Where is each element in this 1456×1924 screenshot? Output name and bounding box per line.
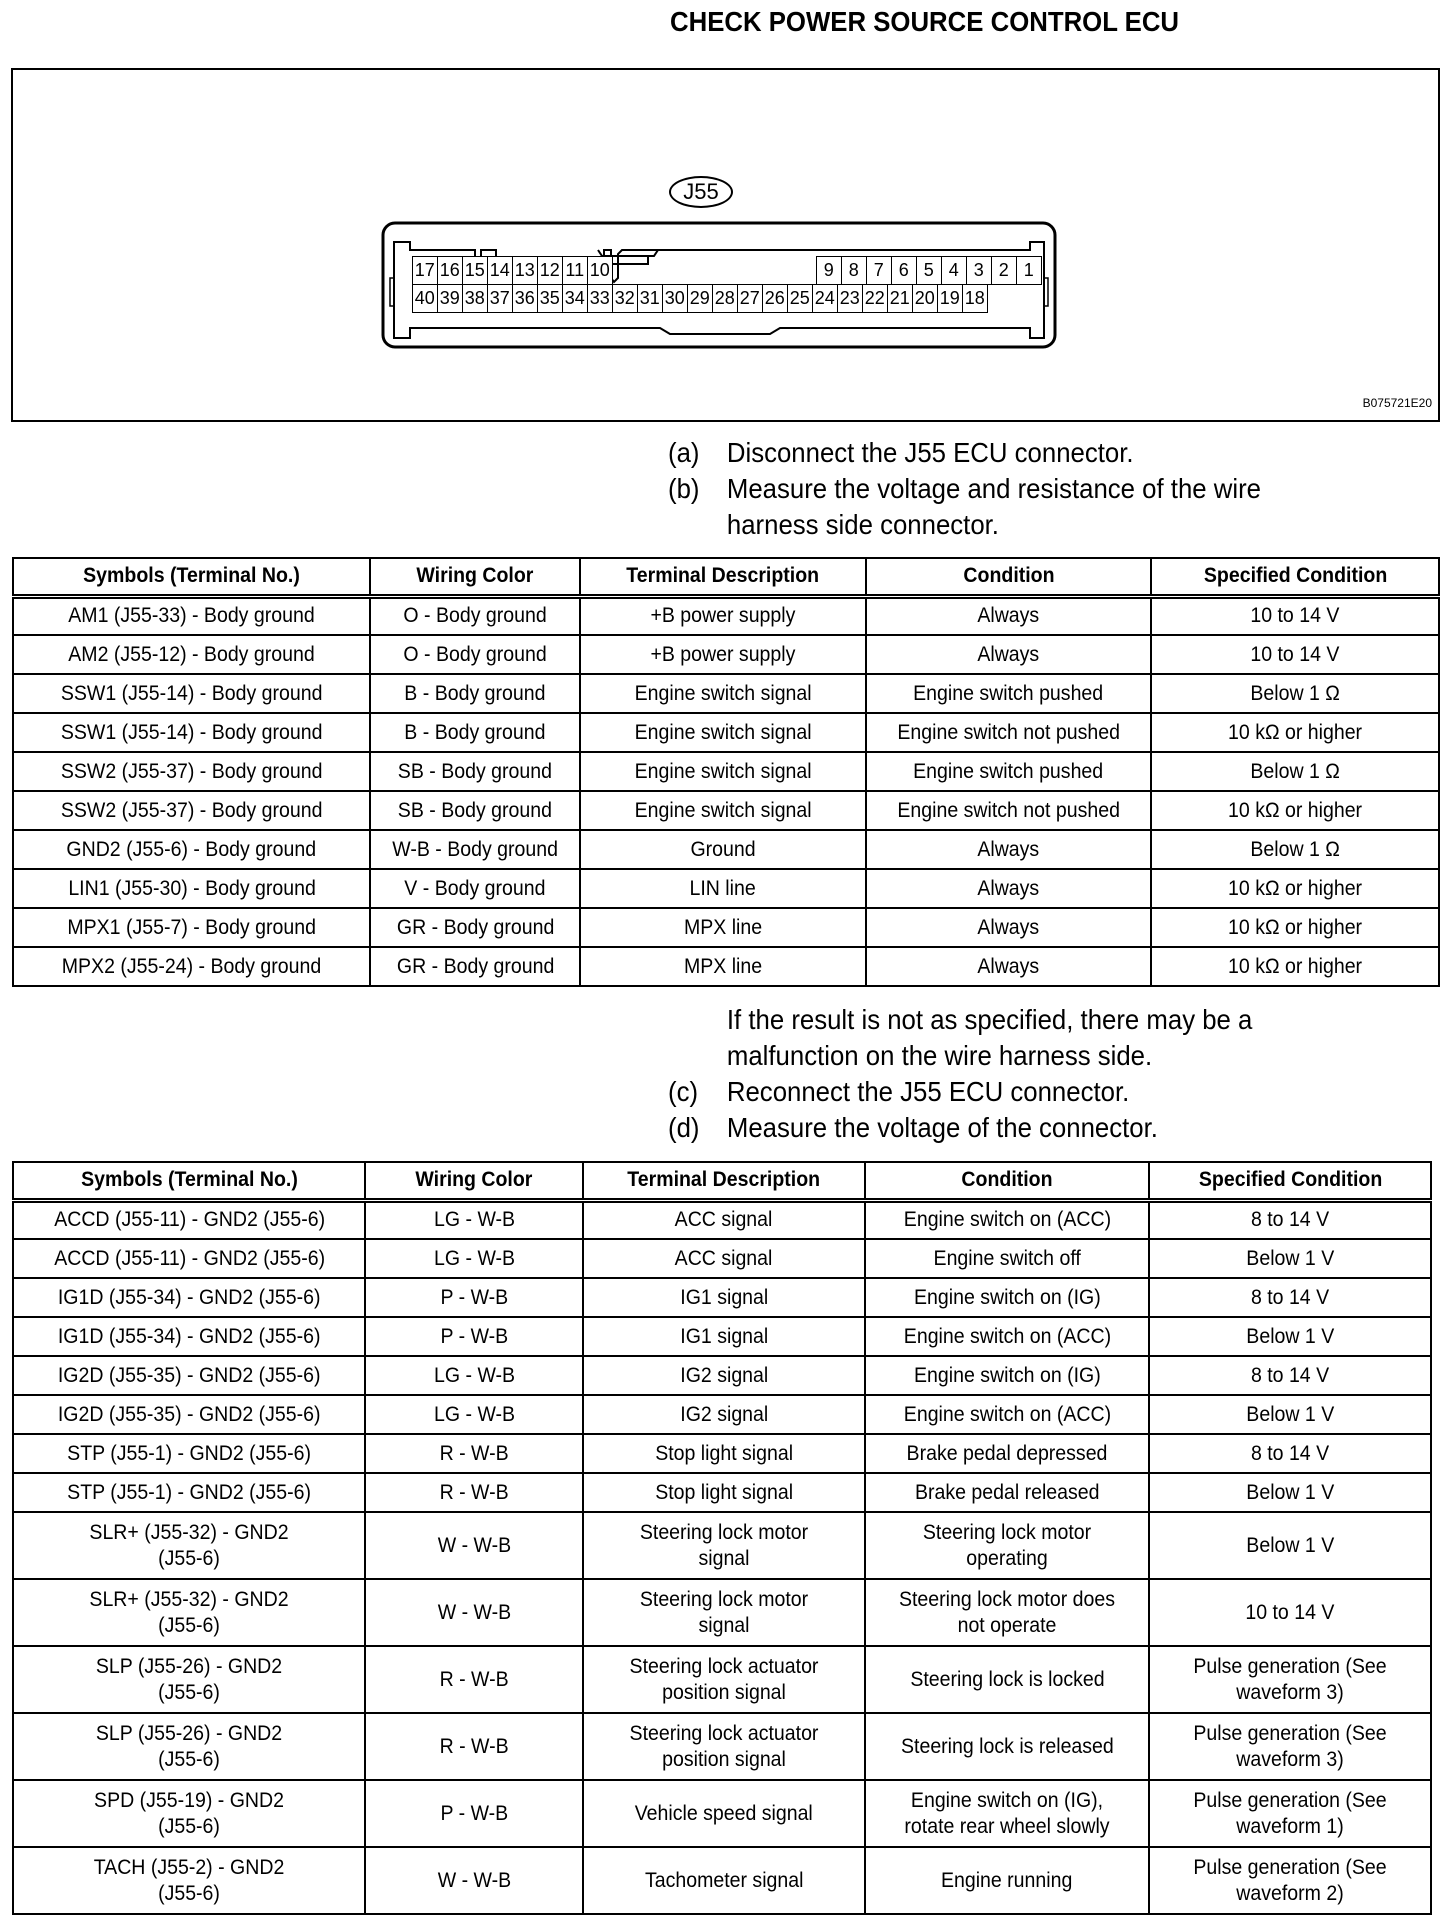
table-row: [13, 1646, 1431, 1713]
pin: 17: [412, 256, 439, 286]
cell-specified-condition: 10 kΩ or higher: [1151, 869, 1439, 908]
pin: 29: [687, 284, 714, 314]
table-row: [13, 1473, 1431, 1512]
cell-terminal-description: Vehicle speed signal: [583, 1780, 865, 1847]
table-header-row: [13, 1162, 1431, 1200]
cell-symbols: SLP (J55-26) - GND2 (J55-6): [13, 1713, 365, 1780]
cell-condition: Brake pedal released: [865, 1473, 1150, 1512]
cell-symbols: IG1D (J55-34) - GND2 (J55-6): [13, 1317, 365, 1356]
pin: 5: [916, 256, 943, 286]
table-row: [13, 1200, 1431, 1239]
table-row: [13, 1317, 1431, 1356]
cell-wiring-color: P - W-B: [365, 1780, 583, 1847]
cell-wiring-color: P - W-B: [365, 1278, 583, 1317]
cell-specified-condition: Below 1 Ω: [1151, 830, 1439, 869]
cell-specified-condition: Below 1 Ω: [1151, 674, 1439, 713]
cell-terminal-description: Engine switch signal: [580, 713, 866, 752]
cell-terminal-description: IG1 signal: [583, 1278, 865, 1317]
pin-row-top: [413, 257, 1042, 285]
pin: 33: [587, 284, 614, 314]
cell-condition: Always: [866, 947, 1152, 986]
cell-symbols: TACH (J55-2) - GND2 (J55-6): [13, 1847, 365, 1914]
cell-symbols: SSW2 (J55-37) - Body ground: [13, 791, 370, 830]
result-note-line-1: If the result is not as specified, there may be a: [726, 1004, 1253, 1035]
pin: 10: [587, 256, 614, 286]
table-row: [13, 791, 1439, 830]
cell-symbols: GND2 (J55-6) - Body ground: [13, 830, 370, 869]
pin: 35: [537, 284, 564, 314]
header-symbols: Symbols (Terminal No.): [13, 558, 370, 596]
cell-specified-condition: 10 kΩ or higher: [1151, 947, 1439, 986]
cell-condition: Engine switch not pushed: [866, 791, 1152, 830]
cell-terminal-description: ACC signal: [583, 1200, 865, 1239]
cell-symbols: MPX2 (J55-24) - Body ground: [13, 947, 370, 986]
header-specified-condition: Specified Condition: [1149, 1162, 1431, 1200]
pin: 40: [412, 284, 439, 314]
harness-side-spec-table: [12, 557, 1440, 987]
pin: 16: [437, 256, 464, 286]
cell-specified-condition: Below 1 V: [1149, 1239, 1431, 1278]
cell-condition: Engine switch on (IG): [865, 1278, 1150, 1317]
cell-terminal-description: +B power supply: [580, 635, 866, 674]
table-row: [13, 713, 1439, 752]
cell-condition: Engine switch off: [865, 1239, 1150, 1278]
connector-label: J55: [669, 176, 733, 208]
cell-symbols: STP (J55-1) - GND2 (J55-6): [13, 1473, 365, 1512]
pin: 15: [462, 256, 489, 286]
cell-wiring-color: GR - Body ground: [370, 908, 580, 947]
cell-symbols: IG2D (J55-35) - GND2 (J55-6): [13, 1395, 365, 1434]
cell-symbols: AM1 (J55-33) - Body ground: [13, 596, 370, 635]
table-row: [13, 947, 1439, 986]
cell-symbols: SLP (J55-26) - GND2 (J55-6): [13, 1646, 365, 1713]
pin: 37: [487, 284, 514, 314]
cell-specified-condition: Below 1 V: [1149, 1512, 1431, 1579]
cell-terminal-description: Engine switch signal: [580, 752, 866, 791]
cell-condition: Steering lock motor operating: [865, 1512, 1150, 1579]
header-specified-condition: Specified Condition: [1151, 558, 1439, 596]
cell-condition: Engine running: [865, 1847, 1150, 1914]
header-symbols: Symbols (Terminal No.): [13, 1162, 365, 1200]
cell-terminal-description: Steering lock actuator position signal: [583, 1713, 865, 1780]
cell-symbols: MPX1 (J55-7) - Body ground: [13, 908, 370, 947]
step-b-continued: harness side connector.: [726, 509, 999, 540]
cell-symbols: SSW1 (J55-14) - Body ground: [13, 713, 370, 752]
cell-specified-condition: Pulse generation (See waveform 1): [1149, 1780, 1431, 1847]
cell-specified-condition: Below 1 V: [1149, 1395, 1431, 1434]
cell-symbols: SSW1 (J55-14) - Body ground: [13, 674, 370, 713]
pin: 24: [812, 284, 839, 314]
table-row: [13, 1713, 1431, 1780]
cell-specified-condition: 10 to 14 V: [1149, 1579, 1431, 1646]
cell-wiring-color: R - W-B: [365, 1646, 583, 1713]
pin: 19: [937, 284, 964, 314]
pin: 1: [1016, 256, 1043, 286]
cell-specified-condition: 8 to 14 V: [1149, 1278, 1431, 1317]
cell-condition: Steering lock motor does not operate: [865, 1579, 1150, 1646]
cell-wiring-color: W-B - Body ground: [370, 830, 580, 869]
cell-symbols: SSW2 (J55-37) - Body ground: [13, 752, 370, 791]
cell-symbols: LIN1 (J55-30) - Body ground: [13, 869, 370, 908]
table-row: [13, 1356, 1431, 1395]
cell-terminal-description: Engine switch signal: [580, 674, 866, 713]
cell-wiring-color: LG - W-B: [365, 1395, 583, 1434]
table-row: [13, 1512, 1431, 1579]
cell-specified-condition: 8 to 14 V: [1149, 1356, 1431, 1395]
cell-specified-condition: Below 1 V: [1149, 1473, 1431, 1512]
cell-condition: Engine switch on (IG), rotate rear wheel slowly: [865, 1780, 1150, 1847]
cell-condition: Engine switch on (ACC): [865, 1317, 1150, 1356]
pin: 21: [887, 284, 914, 314]
pin: 4: [941, 256, 968, 286]
table-row: [13, 830, 1439, 869]
table-row: [13, 1780, 1431, 1847]
header-condition: Condition: [866, 558, 1152, 596]
pin: 9: [816, 256, 843, 286]
pin: 28: [712, 284, 739, 314]
cell-terminal-description: Steering lock motor signal: [583, 1579, 865, 1646]
cell-specified-condition: Pulse generation (See waveform 2): [1149, 1847, 1431, 1914]
cell-symbols: STP (J55-1) - GND2 (J55-6): [13, 1434, 365, 1473]
cell-symbols: IG2D (J55-35) - GND2 (J55-6): [13, 1356, 365, 1395]
pin: 18: [962, 284, 989, 314]
cell-symbols: AM2 (J55-12) - Body ground: [13, 635, 370, 674]
pin: 11: [562, 256, 589, 286]
cell-wiring-color: R - W-B: [365, 1473, 583, 1512]
result-note-line-2: malfunction on the wire harness side.: [726, 1040, 1153, 1071]
cell-condition: Engine switch not pushed: [866, 713, 1152, 752]
pin: 2: [991, 256, 1018, 286]
cell-wiring-color: LG - W-B: [365, 1239, 583, 1278]
cell-condition: Engine switch on (ACC): [865, 1200, 1150, 1239]
cell-specified-condition: 10 kΩ or higher: [1151, 791, 1439, 830]
cell-condition: Always: [866, 908, 1152, 947]
cell-terminal-description: IG1 signal: [583, 1317, 865, 1356]
table-row: [13, 752, 1439, 791]
cell-condition: Engine switch on (ACC): [865, 1395, 1150, 1434]
header-terminal-description: Terminal Description: [580, 558, 866, 596]
header-condition: Condition: [865, 1162, 1150, 1200]
step-a: (a) Disconnect the J55 ECU connector.: [668, 437, 1134, 468]
header-wiring-color: Wiring Color: [370, 558, 580, 596]
cell-wiring-color: P - W-B: [365, 1317, 583, 1356]
pin: 34: [562, 284, 589, 314]
cell-specified-condition: Below 1 V: [1149, 1317, 1431, 1356]
pin: 8: [841, 256, 868, 286]
cell-wiring-color: SB - Body ground: [370, 791, 580, 830]
table-row: [13, 1278, 1431, 1317]
pin: 31: [637, 284, 664, 314]
cell-condition: Always: [866, 635, 1152, 674]
table-row: [13, 869, 1439, 908]
cell-wiring-color: LG - W-B: [365, 1356, 583, 1395]
table-row: [13, 635, 1439, 674]
cell-terminal-description: IG2 signal: [583, 1356, 865, 1395]
header-terminal-description: Terminal Description: [583, 1162, 865, 1200]
cell-terminal-description: Ground: [580, 830, 866, 869]
figure-id: B075721E20: [1362, 396, 1432, 410]
cell-terminal-description: Tachometer signal: [583, 1847, 865, 1914]
cell-specified-condition: 10 to 14 V: [1151, 596, 1439, 635]
pin: 12: [537, 256, 564, 286]
cell-terminal-description: Stop light signal: [583, 1434, 865, 1473]
cell-wiring-color: B - Body ground: [370, 713, 580, 752]
cell-specified-condition: 8 to 14 V: [1149, 1434, 1431, 1473]
cell-terminal-description: Stop light signal: [583, 1473, 865, 1512]
cell-wiring-color: W - W-B: [365, 1579, 583, 1646]
table-row: [13, 908, 1439, 947]
cell-condition: Engine switch on (IG): [865, 1356, 1150, 1395]
cell-specified-condition: Below 1 Ω: [1151, 752, 1439, 791]
ecu-voltage-spec-table: [12, 1161, 1432, 1915]
pin: 23: [837, 284, 864, 314]
pin-grid: [413, 257, 1042, 313]
cell-terminal-description: LIN line: [580, 869, 866, 908]
pin: 26: [762, 284, 789, 314]
step-d: (d) Measure the voltage of the connector.: [668, 1112, 1158, 1143]
cell-wiring-color: SB - Body ground: [370, 752, 580, 791]
cell-wiring-color: O - Body ground: [370, 635, 580, 674]
cell-terminal-description: Steering lock motor signal: [583, 1512, 865, 1579]
pin: 32: [612, 284, 639, 314]
cell-wiring-color: W - W-B: [365, 1512, 583, 1579]
pin-row-gap: [613, 257, 817, 285]
step-c: (c) Reconnect the J55 ECU connector.: [668, 1076, 1130, 1107]
cell-wiring-color: GR - Body ground: [370, 947, 580, 986]
cell-condition: Brake pedal depressed: [865, 1434, 1150, 1473]
cell-terminal-description: +B power supply: [580, 596, 866, 635]
cell-terminal-description: Engine switch signal: [580, 791, 866, 830]
pin: 25: [787, 284, 814, 314]
pin: 14: [487, 256, 514, 286]
cell-condition: Always: [866, 596, 1152, 635]
pin-row-bottom: [413, 285, 1042, 313]
cell-symbols: ACCD (J55-11) - GND2 (J55-6): [13, 1239, 365, 1278]
pin: 3: [966, 256, 993, 286]
cell-terminal-description: Steering lock actuator position signal: [583, 1646, 865, 1713]
cell-condition: Always: [866, 869, 1152, 908]
cell-specified-condition: 10 kΩ or higher: [1151, 908, 1439, 947]
table-row: [13, 674, 1439, 713]
table-row: [13, 1395, 1431, 1434]
table-row: [13, 1579, 1431, 1646]
pin: 7: [866, 256, 893, 286]
pin: 6: [891, 256, 918, 286]
page-title: CHECK POWER SOURCE CONTROL ECU: [670, 6, 1180, 37]
cell-wiring-color: V - Body ground: [370, 869, 580, 908]
pin: 27: [737, 284, 764, 314]
pin: 36: [512, 284, 539, 314]
table-header-row: [13, 558, 1439, 596]
cell-symbols: SPD (J55-19) - GND2 (J55-6): [13, 1780, 365, 1847]
header-wiring-color: Wiring Color: [365, 1162, 583, 1200]
pin: 39: [437, 284, 464, 314]
step-b: (b) Measure the voltage and resistance of the wire: [668, 473, 1261, 504]
cell-symbols: IG1D (J55-34) - GND2 (J55-6): [13, 1278, 365, 1317]
table-row: [13, 1434, 1431, 1473]
pin: 30: [662, 284, 689, 314]
cell-specified-condition: Pulse generation (See waveform 3): [1149, 1713, 1431, 1780]
cell-condition: Always: [866, 830, 1152, 869]
cell-wiring-color: W - W-B: [365, 1847, 583, 1914]
cell-terminal-description: MPX line: [580, 908, 866, 947]
cell-condition: Steering lock is released: [865, 1713, 1150, 1780]
table-row: [13, 1239, 1431, 1278]
cell-symbols: SLR+ (J55-32) - GND2 (J55-6): [13, 1579, 365, 1646]
cell-terminal-description: ACC signal: [583, 1239, 865, 1278]
cell-symbols: SLR+ (J55-32) - GND2 (J55-6): [13, 1512, 365, 1579]
cell-specified-condition: 10 to 14 V: [1151, 635, 1439, 674]
cell-specified-condition: 8 to 14 V: [1149, 1200, 1431, 1239]
cell-terminal-description: IG2 signal: [583, 1395, 865, 1434]
cell-symbols: ACCD (J55-11) - GND2 (J55-6): [13, 1200, 365, 1239]
pin: 38: [462, 284, 489, 314]
cell-wiring-color: R - W-B: [365, 1434, 583, 1473]
pin: 13: [512, 256, 539, 286]
cell-condition: Steering lock is locked: [865, 1646, 1150, 1713]
cell-wiring-color: R - W-B: [365, 1713, 583, 1780]
cell-specified-condition: Pulse generation (See waveform 3): [1149, 1646, 1431, 1713]
cell-specified-condition: 10 kΩ or higher: [1151, 713, 1439, 752]
cell-condition: Engine switch pushed: [866, 674, 1152, 713]
pin: 20: [912, 284, 939, 314]
cell-wiring-color: LG - W-B: [365, 1200, 583, 1239]
cell-terminal-description: MPX line: [580, 947, 866, 986]
cell-wiring-color: O - Body ground: [370, 596, 580, 635]
cell-wiring-color: B - Body ground: [370, 674, 580, 713]
cell-condition: Engine switch pushed: [866, 752, 1152, 791]
pin: 22: [862, 284, 889, 314]
table-row: [13, 596, 1439, 635]
table-row: [13, 1847, 1431, 1914]
